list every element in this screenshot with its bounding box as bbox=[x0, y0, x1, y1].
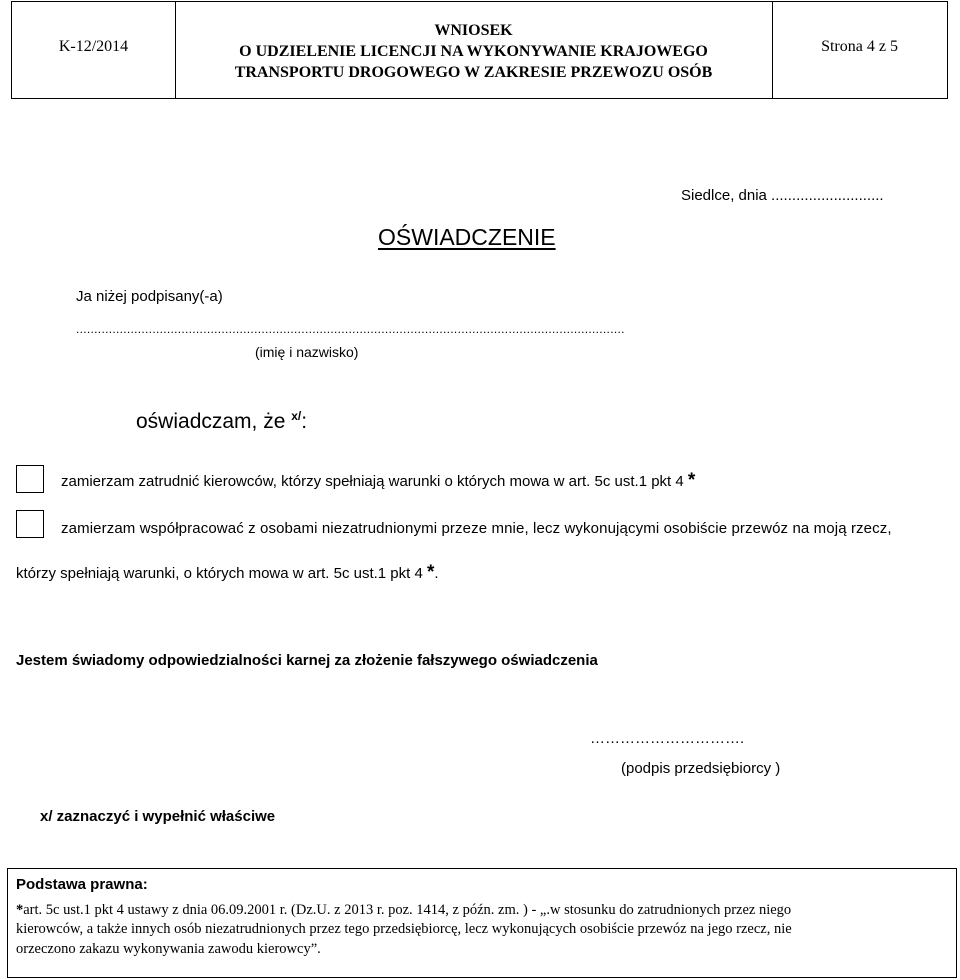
option-1-checkbox[interactable] bbox=[16, 465, 44, 493]
option-1-asterisk: * bbox=[687, 470, 696, 491]
declaration-title: OŚWIADCZENIE bbox=[378, 224, 556, 250]
option-2-checkbox[interactable] bbox=[16, 510, 44, 538]
legal-basis-line-1 bbox=[16, 902, 791, 919]
signed-label: Ja niżej podpisany(-a) bbox=[76, 288, 223, 305]
form-code-cell bbox=[12, 2, 176, 98]
legal-basis-line-3: orzeczono zakazu wykonywania zawodu kierowcy”. bbox=[16, 941, 321, 957]
signature-caption: (podpis przedsiębiorcy ) bbox=[621, 760, 781, 777]
form-title-line-2: O UDZIELENIE LICENCJI NA WYKONYWANIE KRAJOWEGO bbox=[239, 43, 708, 60]
place-date: Siedlce, dnia ........................... bbox=[681, 187, 884, 204]
form-code: K-12/2014 bbox=[58, 38, 129, 55]
page-number: Strona 4 z 5 bbox=[821, 38, 898, 55]
legal-basis-line-2: kierowców, a także innych osób niezatrudnionych przez tego przedsiębiorcę, lecz wykonujących osobiście przewóz na jego rzecz, nie bbox=[16, 921, 792, 937]
declare-colon: : bbox=[301, 410, 308, 433]
name-dotted-line: ....................................................................................................................................................... bbox=[76, 322, 625, 336]
footnote-note: x/ zaznaczyć i wypełnić właściwe bbox=[40, 808, 276, 825]
page-number-cell bbox=[772, 2, 947, 98]
legal-basis-asterisk: * bbox=[16, 902, 24, 918]
name-caption: (imię i nazwisko) bbox=[255, 344, 359, 360]
form-title-line-1: WNIOSEK bbox=[434, 22, 513, 39]
declare-footnote-mark: x/ bbox=[291, 409, 302, 423]
option-2-label: którzy spełniają warunki, o których mowa w art. 5c ust.1 pkt 4 bbox=[16, 565, 427, 582]
option-1-label: zamierzam zatrudnić kierowców, którzy spełniają warunki o których mowa w art. 5c ust.1 pkt 4 bbox=[61, 473, 688, 490]
signature-line: …………………………. bbox=[590, 730, 745, 747]
option-2-asterisk: * bbox=[427, 562, 435, 583]
legal-basis-heading: Podstawa prawna: bbox=[16, 876, 148, 893]
form-title-cell bbox=[175, 2, 773, 98]
form-title-line-3: TRANSPORTU DROGOWEGO W ZAKRESIE PRZEWOZU OSÓB bbox=[234, 64, 713, 81]
declare-text bbox=[136, 409, 307, 434]
option-2-end: . bbox=[434, 565, 439, 582]
option-1-text bbox=[61, 470, 695, 492]
legal-basis-text-1: art. 5c ust.1 pkt 4 ustawy z dnia 06.09.2001 r. (Dz.U. z 2013 r. poz. 1414, z późn. zm. ) - „.w stosunku do zatrudnionych przez niego bbox=[23, 902, 792, 918]
document-header bbox=[11, 1, 948, 99]
option-2-line-2 bbox=[16, 562, 439, 584]
option-2-line-1: zamierzam współpracować z osobami niezatrudnionymi przeze mnie, lecz wykonującymi osobiście przewóz na moją rzecz, bbox=[61, 520, 892, 537]
declare-text-main: oświadczam, że bbox=[136, 410, 292, 433]
responsibility-statement: Jestem świadomy odpowiedzialności karnej za złożenie fałszywego oświadczenia bbox=[16, 652, 598, 669]
legal-basis-box bbox=[7, 868, 957, 978]
